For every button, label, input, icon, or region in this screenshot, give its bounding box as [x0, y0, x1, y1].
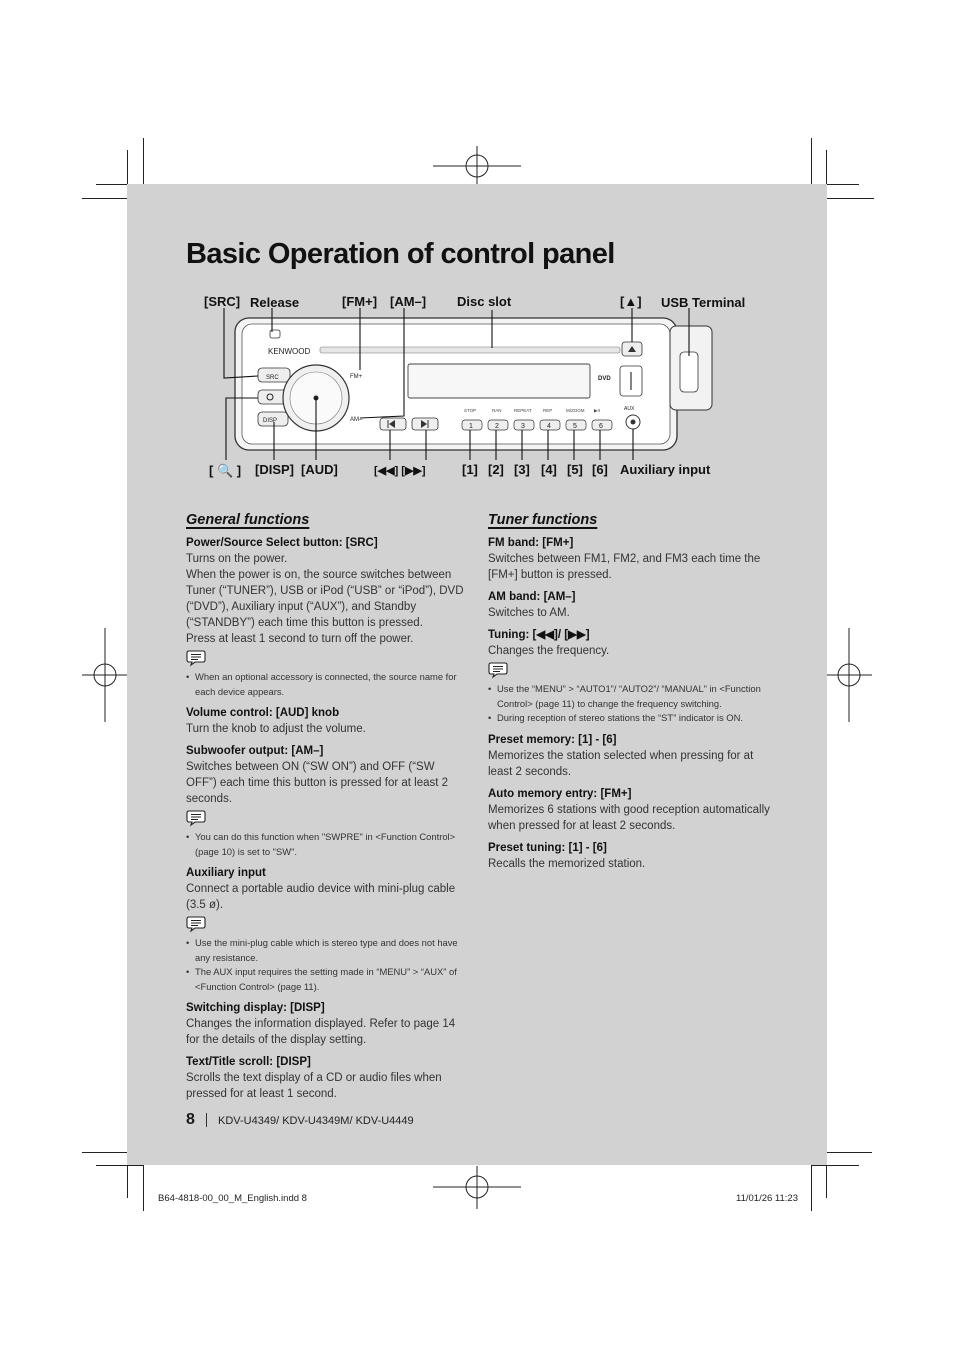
function-item: [186, 1000, 468, 1048]
function-item: [488, 535, 770, 583]
slug-file: B64-4818-00_00_M_English.indd 8: [158, 1193, 307, 1204]
function-heading: Auxiliary input: [186, 867, 266, 879]
function-heading: Tuning: [◀◀]/ [▶▶]: [488, 629, 590, 641]
svg-text:DVD: DVD: [598, 376, 611, 382]
svg-text:RAN: RAN: [492, 408, 502, 413]
function-heading: Power/Source Select button: [SRC]: [186, 537, 378, 549]
tuner-functions-heading: Tuner functions: [488, 512, 598, 528]
function-item: [186, 535, 468, 699]
general-functions-list: [186, 535, 468, 1102]
tuner-functions-section: [488, 512, 770, 878]
note-list: [488, 682, 770, 726]
label-preset-1: [1]: [462, 462, 478, 477]
svg-text:5: 5: [573, 423, 577, 430]
svg-text:M/ZOOM: M/ZOOM: [566, 408, 585, 413]
note-list: [186, 830, 468, 859]
label-am-minus: [AM–]: [390, 294, 427, 309]
function-item: [488, 589, 770, 621]
slug-timestamp: 11/01/26 11:23: [736, 1193, 798, 1204]
svg-text:6: 6: [599, 423, 603, 430]
function-item: [186, 1054, 468, 1102]
svg-text:2: 2: [495, 423, 499, 430]
svg-text:SRC: SRC: [266, 375, 279, 381]
note-icon: [186, 649, 206, 667]
note-item: • Use the mini-plug cable which is stereo type and does not have any resistance.: [186, 936, 468, 965]
svg-text:FM+: FM+: [350, 374, 363, 380]
function-heading: FM band: [FM+]: [488, 537, 574, 549]
control-panel-diagram: [200, 290, 760, 490]
svg-text:AUX: AUX: [624, 406, 635, 412]
footer-divider: [206, 1113, 207, 1127]
function-heading: Volume control: [AUD] knob: [186, 707, 340, 719]
function-heading: Switching display: [DISP]: [186, 1002, 325, 1014]
model-list: KDV-U4349/ KDV-U4349M/ KDV-U4449: [218, 1115, 414, 1127]
function-item: [488, 627, 770, 726]
note-icon: [186, 809, 206, 827]
label-disp: [DISP]: [255, 462, 294, 477]
svg-text:STOP: STOP: [464, 408, 477, 413]
note-item: • You can do this function when "SWPRE" in <Function Control> (page 10) is set to "SW".: [186, 830, 468, 859]
function-description: Turn the knob to adjust the volume.: [186, 723, 366, 735]
function-description: Recalls the memorized station.: [488, 857, 646, 870]
label-usb-terminal: USB Terminal: [661, 295, 746, 310]
label-preset-3: [3]: [514, 462, 530, 477]
label-preset-5: [5]: [567, 462, 583, 477]
svg-text:AM–: AM–: [350, 417, 363, 423]
function-item: [488, 840, 770, 872]
label-preset-2: [2]: [488, 462, 504, 477]
note-list: [186, 670, 468, 699]
function-heading: Auto memory entry: [FM+]: [488, 787, 632, 800]
function-description: Memorizes the station selected when pressing for at least 2 seconds.: [488, 749, 754, 778]
label-disc-slot: Disc slot: [457, 294, 512, 309]
note-item: • During reception of stereo stations the “ST” indicator is ON.: [488, 711, 770, 726]
note-list: [186, 936, 468, 994]
function-item: [488, 732, 770, 780]
function-heading: Preset memory: [1] - [6]: [488, 733, 617, 746]
function-heading: Preset tuning: [1] - [6]: [488, 841, 607, 854]
note-item: • Use the “MENU” > “AUTO1”/ “AUTO2”/ “MANUAL” in <Function Control> (page 11) to change the frequency switching.: [488, 682, 770, 711]
function-description: Connect a portable audio device with mini-plug cable (3.5 ø).: [186, 883, 456, 911]
function-description: Switches to AM.: [488, 607, 570, 619]
label-aud: [AUD]: [301, 462, 338, 477]
function-item: [186, 743, 468, 859]
svg-text:▶II: ▶II: [594, 408, 600, 413]
function-description: Scrolls the text display of a CD or audio files when pressed for at least 1 second.: [186, 1072, 442, 1100]
function-description: Switches between FM1, FM2, and FM3 each time the [FM+] button is pressed.: [488, 553, 761, 581]
svg-text:1: 1: [469, 423, 473, 430]
function-heading: AM band: [AM–]: [488, 591, 576, 603]
label-eject: [▲]: [620, 294, 642, 309]
function-description: Switches between ON (“SW ON”) and OFF (“SW OFF”) each time this button is pressed for at least 2 seconds.: [186, 761, 449, 805]
page-number: 8: [186, 1111, 195, 1128]
function-description: Changes the information displayed. Refer to page 14 for the details of the display setting.: [186, 1018, 456, 1046]
svg-text:4: 4: [547, 423, 551, 430]
label-fm-plus: [FM+]: [342, 294, 378, 309]
function-item: [186, 865, 468, 994]
note-icon: [488, 661, 508, 679]
function-item: [186, 705, 468, 737]
note-item: • The AUX input requires the setting made in “MENU” > “AUX” of <Function Control> (page 11).: [186, 965, 468, 994]
svg-text:REP: REP: [543, 408, 553, 413]
label-preset-4: [4]: [541, 462, 557, 477]
general-functions-section: [186, 512, 468, 1108]
page-title: Basic Operation of control panel: [186, 238, 615, 270]
label-track-buttons: [◀◀] [▶▶]: [374, 465, 426, 477]
function-description: Turns on the power. When the power is on, the source switches between Tuner (“TUNER”), USB or iPod (“USB” or “iPod”), DVD (“DVD”), Auxiliary input (“AUX”), and Standby (“STANDBY”) each time this button is pressed. Press at least 1 second to turn off the power.: [186, 553, 464, 645]
svg-text:REPEAT: REPEAT: [514, 408, 532, 413]
svg-text:3: 3: [521, 423, 525, 430]
svg-text:DISP: DISP: [263, 418, 278, 424]
label-preset-6: [6]: [592, 462, 608, 477]
note-icon: [186, 915, 206, 933]
function-description: Memorizes 6 stations with good reception automatically when pressed for at least 2 seconds.: [488, 803, 770, 832]
function-heading: Subwoofer output: [AM–]: [186, 745, 324, 757]
tuner-functions-list: [488, 535, 770, 872]
function-item: [488, 786, 770, 834]
function-description: Changes the frequency.: [488, 645, 610, 657]
label-src: [SRC]: [204, 294, 241, 309]
note-item: • When an optional accessory is connected, the source name for each device appears.: [186, 670, 468, 699]
brand-logo: KENWOOD: [268, 347, 311, 356]
function-heading: Text/Title scroll: [DISP]: [186, 1056, 311, 1068]
label-release: Release: [250, 295, 300, 310]
general-functions-heading: General functions: [186, 512, 310, 528]
label-auxiliary-input: Auxiliary input: [620, 462, 711, 477]
label-search: [ 🔍 ]: [209, 463, 242, 478]
